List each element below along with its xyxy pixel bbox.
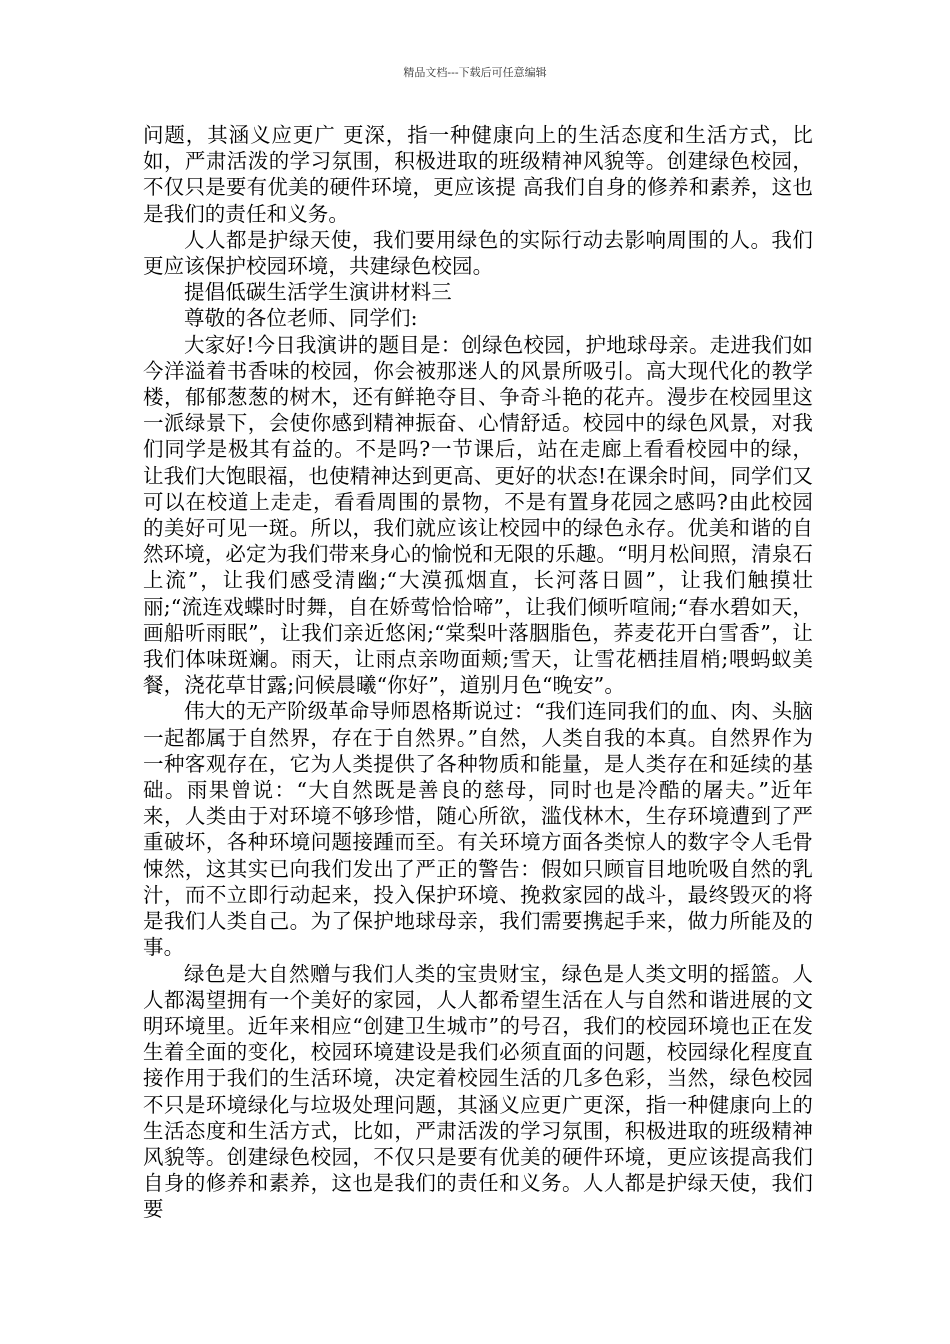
document-body bbox=[143, 122, 813, 1223]
paragraph-continuation: 问题，其涵义应更广 更深，指一种健康向上的生活态度和生活方式，比如，严肃活泼的学习氛围，积极进取的班级精神风貌等。创建绿色校园，不仅只是要有优美的硬件环境，更应该提 高我们自身的修养和素养，这也是我们的责任和义务。 bbox=[143, 123, 813, 226]
paragraph: 大家好!今日我演讲的题目是：创绿色校园，护地球母亲。走进我们如今洋溢着书香味的校园，你会被那迷人的风景所吸引。高大现代化的教学楼，郁郁葱葱的树木，还有鲜艳夺目、争奇斗艳的花卉。漫步在校园里这一派绿景下，会使你感到精神振奋、心情舒适。校园中的绿色风景，对我们同学是极其有益的。不是吗?一节课后，站在走廊上看看校园中的绿，让我们大饱眼福，也使精神达到更高、更好的状态!在课余时间，同学们又可以在校道上走走，看看周围的景物，不是有置身花园之感吗?由此校园的美好可见一斑。所以，我们就应该让校园中的绿色永存。优美和谐的自然环境，必定为我们带来身心的愉悦和无限的乐趣。“明月松间照，清泉石上流”，让我们感受清幽;“大漠孤烟直，长河落日圆”，让我们触摸壮丽;“流连戏蝶时时舞，自在娇莺恰恰啼”，让我们倾听喧闹;“春水碧如天，画船听雨眠”，让我们亲近悠闲;“棠梨叶落胭脂色，荞麦花开白雪香”，让我们体味斑斓。雨天，让雨点亲吻面颊;雪天，让雪花栖挂眉梢;喂蚂蚁美餐，浇花草甘露;问候晨曦“你好”，道别月色“晚安”。 bbox=[143, 332, 813, 698]
paragraph: 伟大的无产阶级革命导师恩格斯说过：“我们连同我们的血、肉、头脑一起都属于自然界，存在于自然界。”自然，人类自我的本真。自然界作为一种客观存在，它为人类提供了各种物质和能量，是人类存在和延续的基础。雨果曾说：“大自然既是善良的慈母，同时也是冷酷的屠夫。”近年来，人类由于对环境不够珍惜，随心所欲，滥伐林木，生存环境遭到了严重破坏，各种环境问题接踵而至。有关环境方面各类惊人的数字令人毛骨悚然，这其实已向我们发出了严正的警告：假如只顾盲目地吮吸自然的乳汁，而不立即行动起来，投入保护环境、挽救家园的战斗，最终毁灭的将是我们人类自己。为了保护地球母亲，我们需要携起手来，做力所能及的事。 bbox=[143, 699, 813, 960]
page-header: 精品文档---下载后可任意编辑 bbox=[403, 66, 547, 79]
paragraph: 绿色是大自然赠与我们人类的宝贵财宝，绿色是人类文明的摇篮。人人都渴望拥有一个美好的家园，人人都希望生活在人与自然和谐进展的文明环境里。近年来相应“创建卫生城市”的号召，我们的校园环境也正在发生着全面的变化，校园环境建设是我们必须直面的问题，校园绿化程度直接作用于我们的生活环境，决定着校园生活的几多色彩，当然，绿色校园不只是环境绿化与垃圾处理问题，其涵义应更广更深，指一种健康向上的生活态度和生活方式，比如，严肃活泼的学习氛围，积极进取的班级精神风貌等。创建绿色校园，不仅只是要有优美的硬件环境，更应该提高我们自身的修养和素养，这也是我们的责任和义务。人人都是护绿天使，我们要 bbox=[143, 961, 813, 1222]
section-title: 提倡低碳生活学生演讲材料三 bbox=[184, 280, 452, 305]
salutation: 尊敬的各位老师、同学们: bbox=[184, 306, 418, 331]
paragraph: 人人都是护绿天使，我们要用绿色的实际行动去影响周围的人。我们更应该保护校园环境，共建绿色校园。 bbox=[143, 227, 813, 279]
